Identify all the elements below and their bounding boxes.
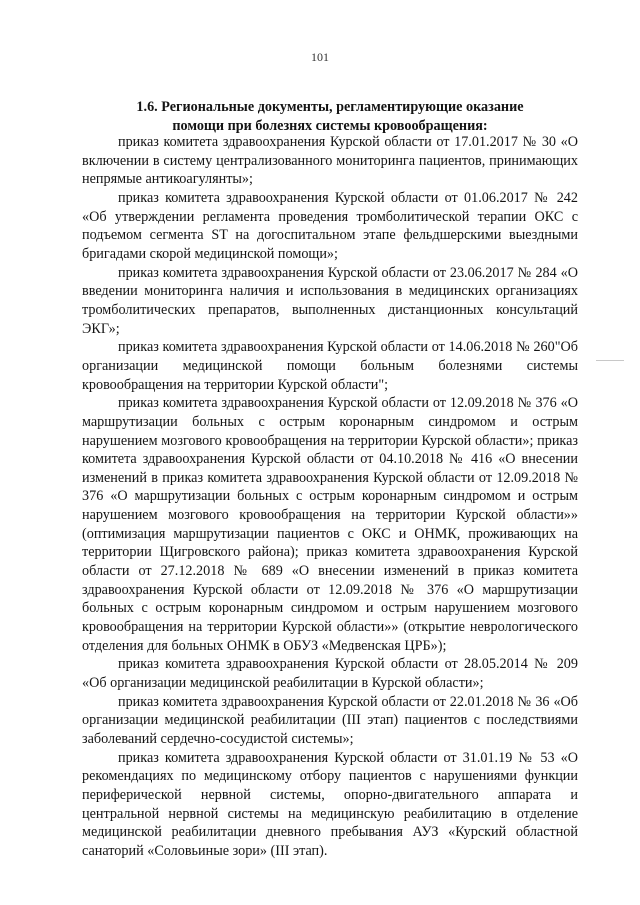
order-paragraph-6: приказ комитета здравоохранения Курской области от 28.05.2014 № 209 «Об организации медицинской реабилитации в Курской области»; [82, 656, 578, 692]
document-body [82, 133, 578, 861]
page-number: 101 [311, 50, 329, 64]
order-paragraph-7: приказ комитета здравоохранения Курской области от 22.01.2018 № 36 «Об организации медицинской реабилитации (III этап) пациентов с последствиями заболеваний сердечно-сосудистой системы»; [82, 693, 578, 747]
order-paragraph-1: приказ комитета здравоохранения Курской области от 17.01.2017 № 30 «О включении в систему централизованного мониторинга пациентов, принимающих непрямые антикоагулянты»; [82, 134, 578, 188]
order-paragraph-5: приказ комитета здравоохранения Курской области от 12.09.2018 № 376 «О маршрутизации больных с острым коронарным синдромом и острым нарушением мозгового кровообращения на территории Курской области»; приказ комитета здравоохранения Курской области от 04.10.2018 № 416 «О внесении изменений в приказ комитета здравоохранения Курской области от 12.09.2018 № 376 «О маршрутизации больных с острым коронарным синдромом и острым нарушением мозгового кровообращения на территории Курской области»» (оптимизация маршрутизации пациентов с ОКС и ОНМК, проживающих на территории Щигровского района); приказ комитета здравоохранения Курской области от 27.12.2018 № 689 «О внесении изменений в приказ комитета здравоохранения Курской области от 12.09.2018 № 376 «О маршрутизации больных с острым коронарным синдромом и острым нарушением мозгового кровообращения на территории Курской области»» (открытие неврологического отделения для больных ОНМК в ОБУЗ «Медвенская ЦРБ»); [82, 395, 578, 654]
order-paragraph-3: приказ комитета здравоохранения Курской области от 23.06.2017 № 284 «О введении мониторинга наличия и использования в медицинских организациях тромболитических препаратов, выполненных дистанционных консультаций ЭКГ»; [82, 264, 578, 337]
order-paragraph-4: приказ комитета здравоохранения Курской области от 14.06.2018 № 260"Об организации медицинской помощи больным болезнями системы кровообращения на территории Курской области"; [82, 339, 578, 393]
order-paragraph-2: приказ комитета здравоохранения Курской области от 01.06.2017 № 242 «Об утверждении регламента проведения тромболитической терапии ОКС с подъемом сегмента ST на догоспитальном этапе фельдшерскими выездными бригадами скорой медицинской помощи»; [82, 189, 578, 262]
order-paragraph-8: приказ комитета здравоохранения Курской области от 31.01.19 № 53 «О рекомендациях по медицинскому отбору пациентов с нарушениями функции периферической нервной системы, опорно-двигательного аппарата и центральной нервной системы на медицинскую реабилитацию в отделение медицинской реабилитации дневного пребывания АУЗ «Курский областной санаторий «Соловьиные зори» (III этап). [82, 749, 578, 859]
scan-margin-mark [596, 360, 624, 361]
section-heading-line-1: 1.6. Региональные документы, регламентирующие оказание [136, 99, 524, 115]
section-heading [82, 98, 578, 135]
section-heading-line-2: помощи при болезнях системы кровообращения: [172, 117, 488, 134]
